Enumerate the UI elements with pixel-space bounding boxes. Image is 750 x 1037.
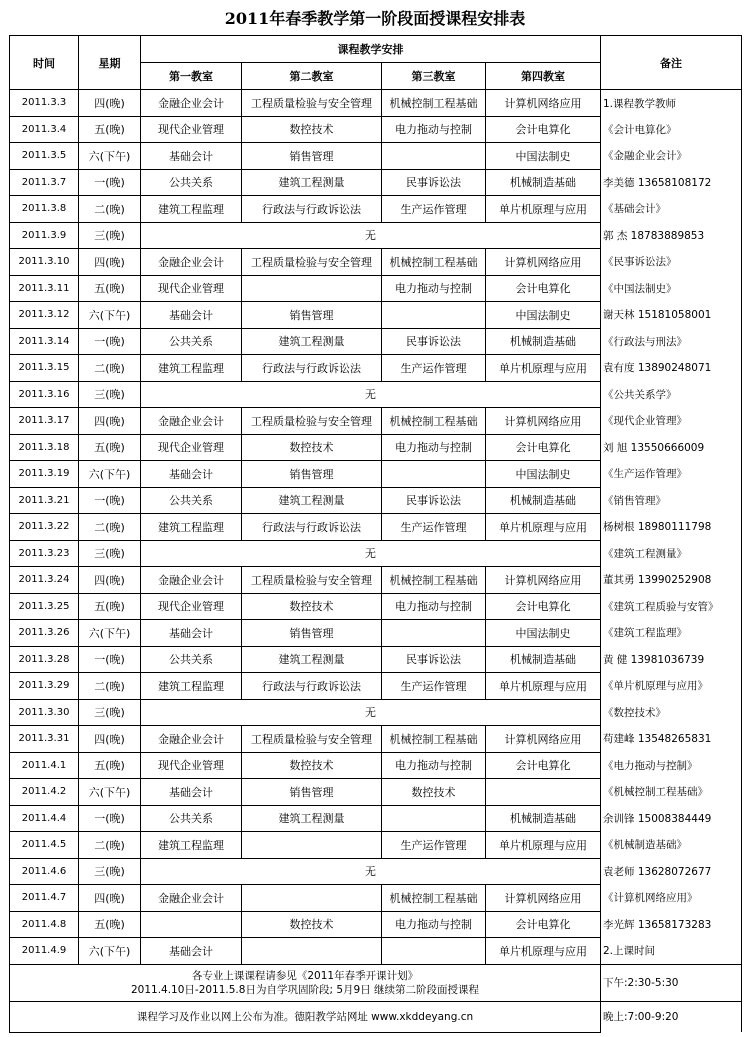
table-row (10, 249, 742, 276)
room-2-course: 工程质量检验与安全管理 (242, 408, 382, 435)
date-cell: 2011.3.19 (10, 461, 79, 488)
table-row (10, 726, 742, 753)
room-4-course: 中国法制史 (486, 302, 601, 329)
note-cell: 《生产运作管理》 (601, 461, 742, 488)
room-3-course: 机械控制工程基础 (382, 90, 486, 117)
date-cell: 2011.4.5 (10, 832, 79, 859)
date-cell: 2011.3.10 (10, 249, 79, 276)
room-1-course: 金融企业会计 (141, 885, 242, 912)
date-cell: 2011.3.12 (10, 302, 79, 329)
date-cell: 2011.3.15 (10, 355, 79, 382)
date-cell: 2011.3.4 (10, 116, 79, 143)
room-3-course: 电力拖动与控制 (382, 911, 486, 938)
room-1-course: 基础会计 (141, 143, 242, 170)
room-2-course: 数控技术 (242, 752, 382, 779)
note-cell: 《销售管理》 (601, 487, 742, 514)
weekday-cell: 三(晚) (79, 222, 141, 249)
weekday-cell: 六(下午) (79, 302, 141, 329)
room-4-course: 会计电算化 (486, 434, 601, 461)
footer-line-1: 各专业上课课程请参见《2011年春季开课计划》 (191, 969, 419, 982)
schedule-table (9, 35, 742, 1033)
note-cell: 《电力拖动与控制》 (601, 752, 742, 779)
header-notes: 备注 (601, 36, 742, 90)
room-1-course: 金融企业会计 (141, 726, 242, 753)
room-1-course: 金融企业会计 (141, 249, 242, 276)
note-cell: 董其勇 13990252908 (601, 567, 742, 594)
weekday-cell: 二(晚) (79, 673, 141, 700)
table-row (10, 858, 742, 885)
room-1-course (141, 911, 242, 938)
room-2-course (242, 938, 382, 965)
room-4-course: 机械制造基础 (486, 487, 601, 514)
room-4-course: 会计电算化 (486, 593, 601, 620)
room-1-course: 基础会计 (141, 302, 242, 329)
room-4-course: 中国法制史 (486, 620, 601, 647)
room-1-course: 公共关系 (141, 328, 242, 355)
room-2-course: 行政法与行政诉讼法 (242, 514, 382, 541)
room-2-course: 销售管理 (242, 461, 382, 488)
weekday-cell: 六(下午) (79, 779, 141, 806)
note-cell: 谢天林 15181058001 (601, 302, 742, 329)
note-cell: 《公共关系学》 (601, 381, 742, 408)
room-4-course: 会计电算化 (486, 911, 601, 938)
room-4-course: 单片机原理与应用 (486, 938, 601, 965)
room-4-course: 单片机原理与应用 (486, 196, 601, 223)
room-2-course: 行政法与行政诉讼法 (242, 673, 382, 700)
room-1-course: 基础会计 (141, 938, 242, 965)
note-cell: 余训锋 15008384449 (601, 805, 742, 832)
weekday-cell: 一(晚) (79, 805, 141, 832)
date-cell: 2011.3.22 (10, 514, 79, 541)
room-4-course: 计算机网络应用 (486, 567, 601, 594)
room-1-course: 现代企业管理 (141, 434, 242, 461)
room-4-course: 机械制造基础 (486, 805, 601, 832)
room-2-course: 数控技术 (242, 911, 382, 938)
table-row (10, 567, 742, 594)
weekday-cell: 六(下午) (79, 620, 141, 647)
date-cell: 2011.4.1 (10, 752, 79, 779)
date-cell: 2011.3.31 (10, 726, 79, 753)
room-3-course: 机械控制工程基础 (382, 567, 486, 594)
table-row (10, 169, 742, 196)
table-row (10, 885, 742, 912)
note-cell: 《计算机网络应用》 (601, 885, 742, 912)
weekday-cell: 五(晚) (79, 275, 141, 302)
room-3-course: 机械控制工程基础 (382, 885, 486, 912)
table-row (10, 646, 742, 673)
weekday-cell: 二(晚) (79, 832, 141, 859)
note-afternoon: 下午:2:30-5:30 (601, 964, 742, 1001)
weekday-cell: 三(晚) (79, 381, 141, 408)
weekday-cell: 六(下午) (79, 938, 141, 965)
room-4-course: 计算机网络应用 (486, 885, 601, 912)
header-schedule: 课程教学安排 (141, 36, 601, 63)
room-2-course: 建筑工程测量 (242, 328, 382, 355)
table-row (10, 779, 742, 806)
table-row (10, 911, 742, 938)
room-2-course: 行政法与行政诉讼法 (242, 355, 382, 382)
table-row (10, 620, 742, 647)
date-cell: 2011.3.11 (10, 275, 79, 302)
date-cell: 2011.3.3 (10, 90, 79, 117)
note-cell: 《基础会计》 (601, 196, 742, 223)
room-3-course (382, 938, 486, 965)
room-2-course: 建筑工程测量 (242, 646, 382, 673)
room-4-course: 机械制造基础 (486, 646, 601, 673)
table-row (10, 143, 742, 170)
note-cell: 《金融企业会计》 (601, 143, 742, 170)
room-3-course: 民事诉讼法 (382, 646, 486, 673)
weekday-cell: 六(下午) (79, 143, 141, 170)
room-4-course (486, 779, 601, 806)
room-2-course: 销售管理 (242, 620, 382, 647)
note-cell: 1.课程教学教师 (601, 90, 742, 117)
room-4-course: 计算机网络应用 (486, 90, 601, 117)
date-cell: 2011.3.17 (10, 408, 79, 435)
note-cell: 《行政法与刑法》 (601, 328, 742, 355)
header-room-4: 第四教室 (486, 63, 601, 90)
no-class-cell: 无 (141, 222, 601, 249)
note-cell: 黄 健 13981036739 (601, 646, 742, 673)
footer-info (10, 964, 601, 1001)
weekday-cell: 一(晚) (79, 328, 141, 355)
no-class-cell: 无 (141, 699, 601, 726)
date-cell: 2011.3.30 (10, 699, 79, 726)
room-2-course: 销售管理 (242, 143, 382, 170)
room-2-course: 数控技术 (242, 434, 382, 461)
date-cell: 2011.3.25 (10, 593, 79, 620)
room-4-course: 单片机原理与应用 (486, 832, 601, 859)
room-1-course: 公共关系 (141, 805, 242, 832)
page-title: 2011年春季教学第一阶段面授课程安排表 (224, 9, 526, 28)
room-3-course: 生产运作管理 (382, 832, 486, 859)
note-cell: 杨树根 18980111798 (601, 514, 742, 541)
date-cell: 2011.4.8 (10, 911, 79, 938)
room-2-course: 行政法与行政诉讼法 (242, 196, 382, 223)
room-4-course: 中国法制史 (486, 143, 601, 170)
note-cell: 李光辉 13658173283 (601, 911, 742, 938)
note-cell: 《现代企业管理》 (601, 408, 742, 435)
room-1-course: 金融企业会计 (141, 90, 242, 117)
room-1-course: 基础会计 (141, 620, 242, 647)
note-cell: 《建筑工程监理》 (601, 620, 742, 647)
date-cell: 2011.3.23 (10, 540, 79, 567)
date-cell: 2011.3.21 (10, 487, 79, 514)
room-1-course: 基础会计 (141, 461, 242, 488)
room-4-course: 机械制造基础 (486, 328, 601, 355)
room-2-course: 建筑工程测量 (242, 805, 382, 832)
room-1-course: 金融企业会计 (141, 408, 242, 435)
room-2-course (242, 885, 382, 912)
room-3-course: 电力拖动与控制 (382, 593, 486, 620)
weekday-cell: 四(晚) (79, 567, 141, 594)
date-cell: 2011.3.5 (10, 143, 79, 170)
table-row (10, 593, 742, 620)
table-row (10, 408, 742, 435)
footer-line-3: 课程学习及作业以网上公布为准。德阳教学站网址 www.xkddeyang.cn (10, 1001, 601, 1032)
table-row (10, 938, 742, 965)
room-4-course: 单片机原理与应用 (486, 514, 601, 541)
room-3-course: 机械控制工程基础 (382, 249, 486, 276)
weekday-cell: 三(晚) (79, 540, 141, 567)
note-cell: 《建筑工程质验与安管》 (601, 593, 742, 620)
room-2-course: 销售管理 (242, 779, 382, 806)
note-cell: 《机械控制工程基础》 (601, 779, 742, 806)
no-class-cell: 无 (141, 540, 601, 567)
note-cell: 郭 杰 18783889853 (601, 222, 742, 249)
room-3-course: 电力拖动与控制 (382, 434, 486, 461)
room-2-course: 工程质量检验与安全管理 (242, 726, 382, 753)
date-cell: 2011.4.2 (10, 779, 79, 806)
weekday-cell: 五(晚) (79, 752, 141, 779)
room-3-course (382, 461, 486, 488)
room-4-course: 计算机网络应用 (486, 249, 601, 276)
date-cell: 2011.3.26 (10, 620, 79, 647)
room-4-course: 会计电算化 (486, 275, 601, 302)
room-2-course: 销售管理 (242, 302, 382, 329)
weekday-cell: 四(晚) (79, 90, 141, 117)
room-4-course: 计算机网络应用 (486, 408, 601, 435)
room-1-course: 现代企业管理 (141, 275, 242, 302)
room-3-course: 机械控制工程基础 (382, 408, 486, 435)
note-cell: 《数控技术》 (601, 699, 742, 726)
note-cell: 《机械制造基础》 (601, 832, 742, 859)
weekday-cell: 一(晚) (79, 646, 141, 673)
table-row (10, 461, 742, 488)
weekday-cell: 一(晚) (79, 487, 141, 514)
note-cell: 袁老师 13628072677 (601, 858, 742, 885)
date-cell: 2011.3.28 (10, 646, 79, 673)
note-cell: 刘 旭 13550666009 (601, 434, 742, 461)
room-1-course: 现代企业管理 (141, 116, 242, 143)
date-cell: 2011.4.6 (10, 858, 79, 885)
weekday-cell: 五(晚) (79, 911, 141, 938)
footer-line-2: 2011.4.10日-2011.5.8日为自学巩固阶段; 5月9日 继续第二阶段面授课程 (130, 983, 480, 996)
date-cell: 2011.3.16 (10, 381, 79, 408)
room-3-course (382, 805, 486, 832)
room-3-course: 机械控制工程基础 (382, 726, 486, 753)
room-1-course: 基础会计 (141, 779, 242, 806)
date-cell: 2011.3.9 (10, 222, 79, 249)
date-cell: 2011.4.4 (10, 805, 79, 832)
room-3-course (382, 620, 486, 647)
weekday-cell: 五(晚) (79, 593, 141, 620)
room-2-course: 数控技术 (242, 593, 382, 620)
note-cell: 《民事诉讼法》 (601, 249, 742, 276)
room-3-course: 生产运作管理 (382, 196, 486, 223)
weekday-cell: 二(晚) (79, 196, 141, 223)
table-row (10, 434, 742, 461)
room-4-course: 会计电算化 (486, 752, 601, 779)
room-2-course (242, 832, 382, 859)
weekday-cell: 四(晚) (79, 249, 141, 276)
table-row (10, 355, 742, 382)
room-1-course: 建筑工程监理 (141, 514, 242, 541)
room-2-course: 工程质量检验与安全管理 (242, 249, 382, 276)
no-class-cell: 无 (141, 381, 601, 408)
header-room-3: 第三教室 (382, 63, 486, 90)
table-row (10, 381, 742, 408)
room-1-course: 金融企业会计 (141, 567, 242, 594)
table-row (10, 196, 742, 223)
weekday-cell: 三(晚) (79, 699, 141, 726)
room-3-course: 生产运作管理 (382, 514, 486, 541)
header-room-2: 第二教室 (242, 63, 382, 90)
note-cell: 李美德 13658108172 (601, 169, 742, 196)
room-1-course: 公共关系 (141, 487, 242, 514)
room-4-course: 计算机网络应用 (486, 726, 601, 753)
header-time: 时间 (10, 36, 79, 90)
date-cell: 2011.3.29 (10, 673, 79, 700)
room-4-course: 单片机原理与应用 (486, 355, 601, 382)
room-1-course: 建筑工程监理 (141, 832, 242, 859)
weekday-cell: 二(晚) (79, 514, 141, 541)
room-3-course: 民事诉讼法 (382, 328, 486, 355)
weekday-cell: 四(晚) (79, 408, 141, 435)
date-cell: 2011.4.9 (10, 938, 79, 965)
room-1-course: 建筑工程监理 (141, 196, 242, 223)
room-1-course: 建筑工程监理 (141, 355, 242, 382)
room-2-course: 建筑工程测量 (242, 169, 382, 196)
date-cell: 2011.3.14 (10, 328, 79, 355)
weekday-cell: 四(晚) (79, 726, 141, 753)
table-row (10, 514, 742, 541)
table-row (10, 752, 742, 779)
room-3-course (382, 302, 486, 329)
weekday-cell: 四(晚) (79, 885, 141, 912)
room-2-course: 工程质量检验与安全管理 (242, 567, 382, 594)
room-3-course: 电力拖动与控制 (382, 275, 486, 302)
weekday-cell: 三(晚) (79, 858, 141, 885)
room-3-course: 民事诉讼法 (382, 169, 486, 196)
table-row (10, 222, 742, 249)
date-cell: 2011.3.18 (10, 434, 79, 461)
table-row (10, 673, 742, 700)
room-2-course: 数控技术 (242, 116, 382, 143)
table-row (10, 302, 742, 329)
weekday-cell: 六(下午) (79, 461, 141, 488)
room-3-course (382, 143, 486, 170)
date-cell: 2011.3.7 (10, 169, 79, 196)
note-cell: 《会计电算化》 (601, 116, 742, 143)
weekday-cell: 五(晚) (79, 116, 141, 143)
table-row (10, 540, 742, 567)
room-1-course: 建筑工程监理 (141, 673, 242, 700)
note-cell: 袁有度 13890248071 (601, 355, 742, 382)
table-row (10, 487, 742, 514)
date-cell: 2011.3.24 (10, 567, 79, 594)
room-2-course: 工程质量检验与安全管理 (242, 90, 382, 117)
date-cell: 2011.3.8 (10, 196, 79, 223)
header-room-1: 第一教室 (141, 63, 242, 90)
table-row (10, 116, 742, 143)
header-weekday: 星期 (79, 36, 141, 90)
table-row (10, 699, 742, 726)
room-1-course: 公共关系 (141, 169, 242, 196)
room-3-course: 数控技术 (382, 779, 486, 806)
room-4-course: 中国法制史 (486, 461, 601, 488)
room-3-course: 生产运作管理 (382, 355, 486, 382)
table-row (10, 805, 742, 832)
room-1-course: 现代企业管理 (141, 752, 242, 779)
table-row (10, 832, 742, 859)
room-1-course: 公共关系 (141, 646, 242, 673)
note-cell: 苟建峰 13548265831 (601, 726, 742, 753)
table-row (10, 328, 742, 355)
note-cell: 《建筑工程测量》 (601, 540, 742, 567)
table-row (10, 275, 742, 302)
room-3-course: 电力拖动与控制 (382, 116, 486, 143)
room-4-course: 会计电算化 (486, 116, 601, 143)
note-evening: 晚上:7:00-9:20 (601, 1001, 742, 1032)
note-cell: 《单片机原理与应用》 (601, 673, 742, 700)
room-4-course: 单片机原理与应用 (486, 673, 601, 700)
no-class-cell: 无 (141, 858, 601, 885)
room-4-course: 机械制造基础 (486, 169, 601, 196)
note-cell: 2.上课时间 (601, 938, 742, 965)
note-cell: 《中国法制史》 (601, 275, 742, 302)
room-2-course: 建筑工程测量 (242, 487, 382, 514)
room-3-course: 生产运作管理 (382, 673, 486, 700)
table-row (10, 90, 742, 117)
weekday-cell: 五(晚) (79, 434, 141, 461)
date-cell: 2011.4.7 (10, 885, 79, 912)
weekday-cell: 一(晚) (79, 169, 141, 196)
room-1-course: 现代企业管理 (141, 593, 242, 620)
room-3-course: 民事诉讼法 (382, 487, 486, 514)
weekday-cell: 二(晚) (79, 355, 141, 382)
room-2-course (242, 275, 382, 302)
room-3-course: 电力拖动与控制 (382, 752, 486, 779)
